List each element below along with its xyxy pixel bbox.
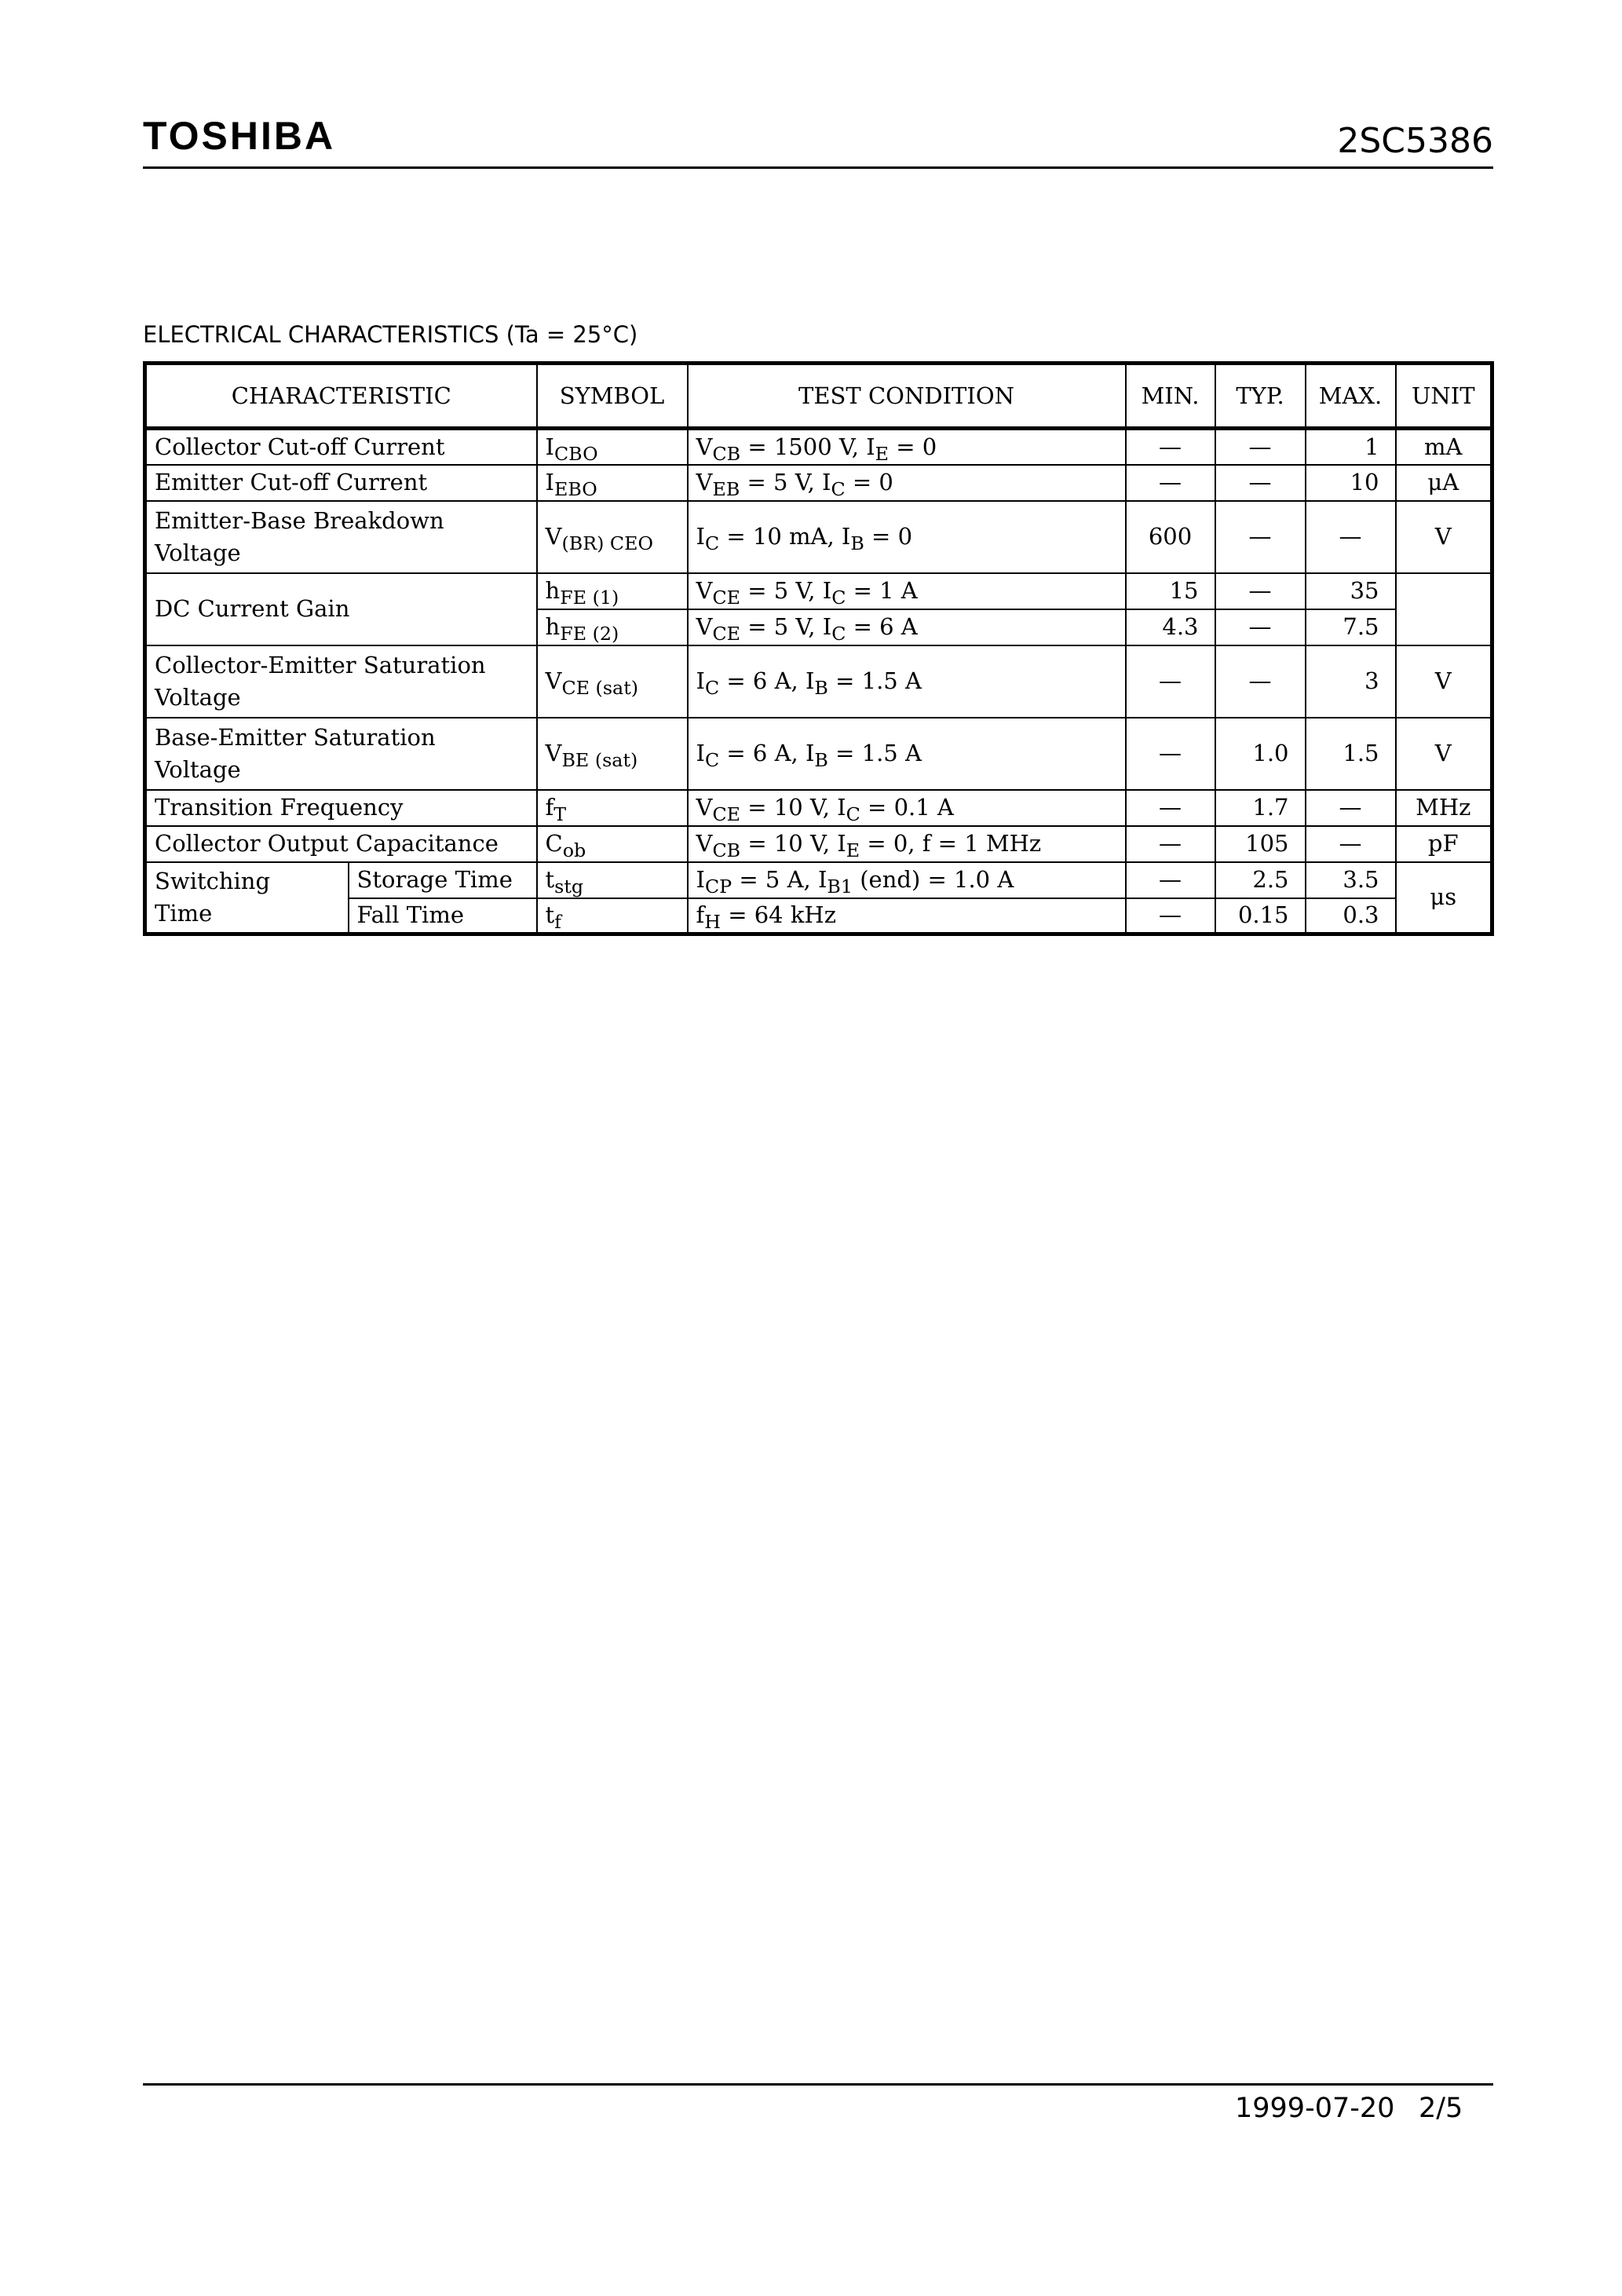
- characteristic-cell: Emitter-Base Breakdown Voltage: [145, 501, 537, 573]
- typ-cell: —: [1215, 501, 1306, 573]
- col-max: MAX.: [1306, 364, 1396, 429]
- max-cell: —: [1306, 790, 1396, 826]
- col-characteristic: CHARACTERISTIC: [145, 364, 537, 429]
- unit-cell: V: [1396, 718, 1492, 790]
- min-cell: —: [1126, 429, 1215, 465]
- typ-cell: —: [1215, 609, 1306, 645]
- characteristic-cell: Collector-Emitter Saturation Voltage: [145, 645, 537, 718]
- symbol-cell: $V_{BE (sat)}$: [537, 718, 688, 790]
- test-condition-cell: $f_H = 64$ kHz: [688, 898, 1126, 934]
- max-cell: 35: [1306, 573, 1396, 609]
- section-title: ELECTRICAL CHARACTERISTICS (Ta = 25°C): [143, 321, 638, 348]
- max-cell: 0.3: [1306, 898, 1396, 934]
- characteristic-cell: Transition Frequency: [145, 790, 537, 826]
- typ-cell: —: [1215, 429, 1306, 465]
- sub-characteristic-cell: Storage Time: [349, 862, 537, 898]
- typ-cell: 1.0: [1215, 718, 1306, 790]
- table-row-vbesat: [145, 718, 1492, 790]
- characteristic-cell: DC Current Gain: [145, 573, 537, 645]
- max-cell: —: [1306, 501, 1396, 573]
- unit-cell: V: [1396, 645, 1492, 718]
- table-row-vbr: [145, 501, 1492, 573]
- max-cell: 10: [1306, 465, 1396, 501]
- test-condition-cell: $V_{CB} = 1500$ V, $I_E = 0$: [688, 429, 1126, 465]
- typ-cell: —: [1215, 645, 1306, 718]
- col-unit: UNIT: [1396, 364, 1492, 429]
- symbol-cell: $I_{EBO}$: [537, 465, 688, 501]
- test-condition-cell: $V_{CB} = 10$ V, $I_E = 0$, f = 1 MHz: [688, 826, 1126, 862]
- characteristic-cell: Base-Emitter Saturation Voltage: [145, 718, 537, 790]
- table-row-tstg: [145, 862, 1492, 898]
- footer-page-number: 2/5: [1419, 2093, 1463, 2124]
- table-row-hfe1: [145, 573, 1492, 609]
- unit-cell: μA: [1396, 465, 1492, 501]
- max-cell: 1.5: [1306, 718, 1396, 790]
- min-cell: —: [1126, 465, 1215, 501]
- max-cell: —: [1306, 826, 1396, 862]
- unit-cell: μs: [1396, 862, 1492, 934]
- header-rule: [143, 166, 1493, 169]
- test-condition-cell: $I_C = 10$ mA, $I_B = 0$: [688, 501, 1126, 573]
- symbol-cell: $t_{stg}$: [537, 862, 688, 898]
- max-cell: 7.5: [1306, 609, 1396, 645]
- unit-cell: mA: [1396, 429, 1492, 465]
- col-typ: TYP.: [1215, 364, 1306, 429]
- footer-date: 1999-07-20: [1235, 2093, 1395, 2124]
- characteristic-cell: Collector Cut-off Current: [145, 429, 537, 465]
- unit-cell: pF: [1396, 826, 1492, 862]
- min-cell: —: [1126, 790, 1215, 826]
- typ-cell: 0.15: [1215, 898, 1306, 934]
- symbol-cell: $C_{ob}$: [537, 826, 688, 862]
- typ-cell: —: [1215, 573, 1306, 609]
- min-cell: 600: [1126, 501, 1215, 573]
- symbol-cell: $I_{CBO}$: [537, 429, 688, 465]
- symbol-cell: $f_T$: [537, 790, 688, 826]
- min-cell: —: [1126, 898, 1215, 934]
- max-cell: 1: [1306, 429, 1396, 465]
- part-number: 2SC5386: [1337, 121, 1493, 161]
- footer-rule: [143, 2083, 1493, 2086]
- typ-cell: 2.5: [1215, 862, 1306, 898]
- typ-cell: 105: [1215, 826, 1306, 862]
- table-row-iebo: [145, 465, 1492, 501]
- symbol-cell: $t_f$: [537, 898, 688, 934]
- test-condition-cell: $I_C = 6$ A, $I_B = 1.5$ A: [688, 645, 1126, 718]
- min-cell: 15: [1126, 573, 1215, 609]
- col-min: MIN.: [1126, 364, 1215, 429]
- table-row-cob: [145, 826, 1492, 862]
- unit-cell: V: [1396, 501, 1492, 573]
- toshiba-logo: TOSHIBA: [143, 114, 336, 158]
- symbol-cell: $h_{FE (2)}$: [537, 609, 688, 645]
- test-condition-cell: $V_{CE} = 5$ V, $I_C = 1$ A: [688, 573, 1126, 609]
- characteristic-cell-switching: Switching Time: [145, 862, 349, 934]
- table-header-row: [145, 364, 1492, 429]
- unit-cell: [1396, 573, 1492, 645]
- unit-cell: MHz: [1396, 790, 1492, 826]
- test-condition-cell: $V_{EB} = 5$ V, $I_C = 0$: [688, 465, 1126, 501]
- table-row-vcesat: [145, 645, 1492, 718]
- symbol-cell: $h_{FE (1)}$: [537, 573, 688, 609]
- test-condition-cell: $V_{CE} = 10$ V, $I_C = 0.1$ A: [688, 790, 1126, 826]
- min-cell: 4.3: [1126, 609, 1215, 645]
- max-cell: 3: [1306, 645, 1396, 718]
- test-condition-cell: $V_{CE} = 5$ V, $I_C = 6$ A: [688, 609, 1126, 645]
- characteristic-cell: Collector Output Capacitance: [145, 826, 537, 862]
- table-row-ft: [145, 790, 1492, 826]
- min-cell: —: [1126, 862, 1215, 898]
- min-cell: —: [1126, 826, 1215, 862]
- typ-cell: 1.7: [1215, 790, 1306, 826]
- col-symbol: SYMBOL: [537, 364, 688, 429]
- electrical-characteristics-table: [143, 361, 1494, 936]
- test-condition-cell: $I_C = 6$ A, $I_B = 1.5$ A: [688, 718, 1126, 790]
- col-test-condition: TEST CONDITION: [688, 364, 1126, 429]
- max-cell: 3.5: [1306, 862, 1396, 898]
- min-cell: —: [1126, 718, 1215, 790]
- symbol-cell: $V_{CE (sat)}$: [537, 645, 688, 718]
- typ-cell: —: [1215, 465, 1306, 501]
- min-cell: —: [1126, 645, 1215, 718]
- test-condition-cell: $I_{CP} = 5$ A, $I_{B1}$ (end) = 1.0 A: [688, 862, 1126, 898]
- symbol-cell: $V_{(BR) CEO}$: [537, 501, 688, 573]
- sub-characteristic-cell: Fall Time: [349, 898, 537, 934]
- table-row-icbo: [145, 429, 1492, 465]
- characteristic-cell: Emitter Cut-off Current: [145, 465, 537, 501]
